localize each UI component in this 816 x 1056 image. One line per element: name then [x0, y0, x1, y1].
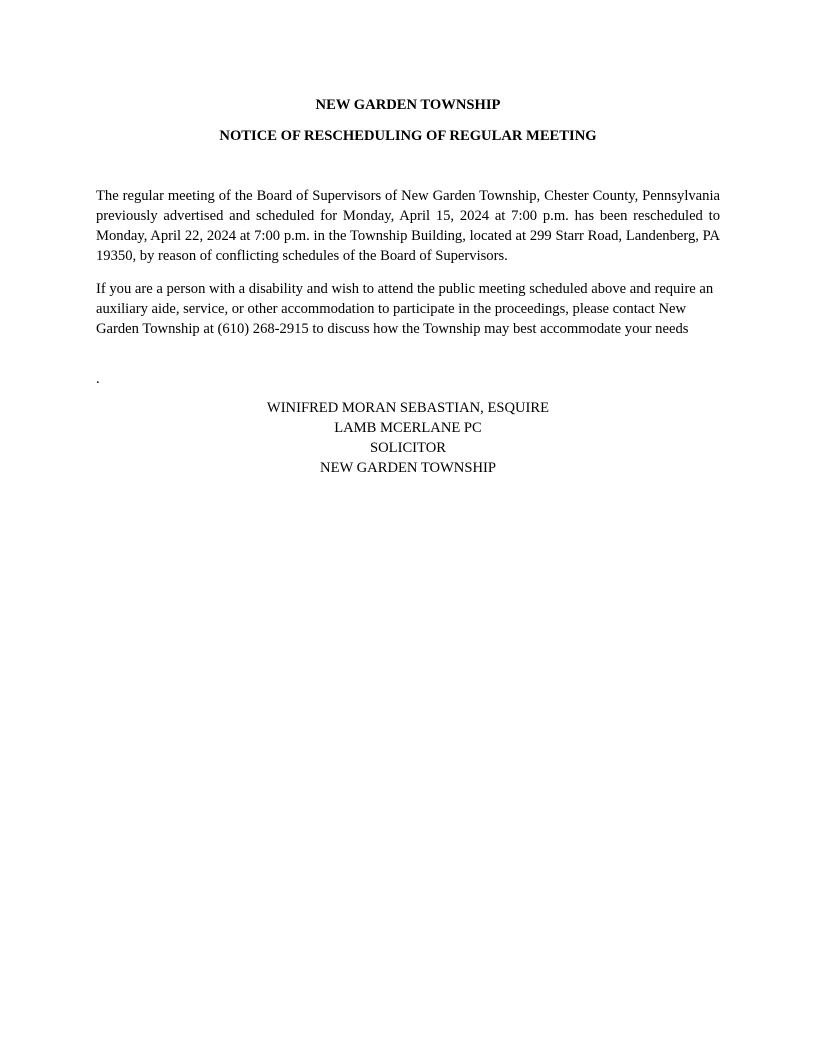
signatory-name: WINIFRED MORAN SEBASTIAN, ESQUIRE: [266, 400, 550, 416]
signatory-organization: NEW GARDEN TOWNSHIP: [320, 460, 496, 476]
document-title: NEW GARDEN TOWNSHIP: [315, 97, 501, 113]
accommodation-paragraph: If you are a person with a disability and wish to attend the public meeting scheduled above and require an auxiliary aide, service, or other accommodation to participate in the proceedings, please contact New Garden Township at (610) 268-2915 to discuss how the Township may best accommodate your needs: [96, 281, 714, 337]
signatory-firm: LAMB MCERLANE PC: [334, 420, 482, 436]
document-subtitle: NOTICE OF RESCHEDULING OF REGULAR MEETING: [219, 128, 597, 144]
meeting-reschedule-paragraph: The regular meeting of the Board of Supervisors of New Garden Township, Chester County, Pennsylvania previously advertised and scheduled for Monday, April 15, 2024 at 7:00 p.m. has been rescheduled to Monday, April 22, 2024 at 7:00 p.m. in the Township Building, located at 299 Starr Road, Landenberg, PA 19350, by reason of conflicting schedules of the Board of Supervisors.: [96, 188, 720, 264]
signatory-role: SOLICITOR: [370, 440, 446, 456]
stray-period: .: [96, 371, 100, 387]
